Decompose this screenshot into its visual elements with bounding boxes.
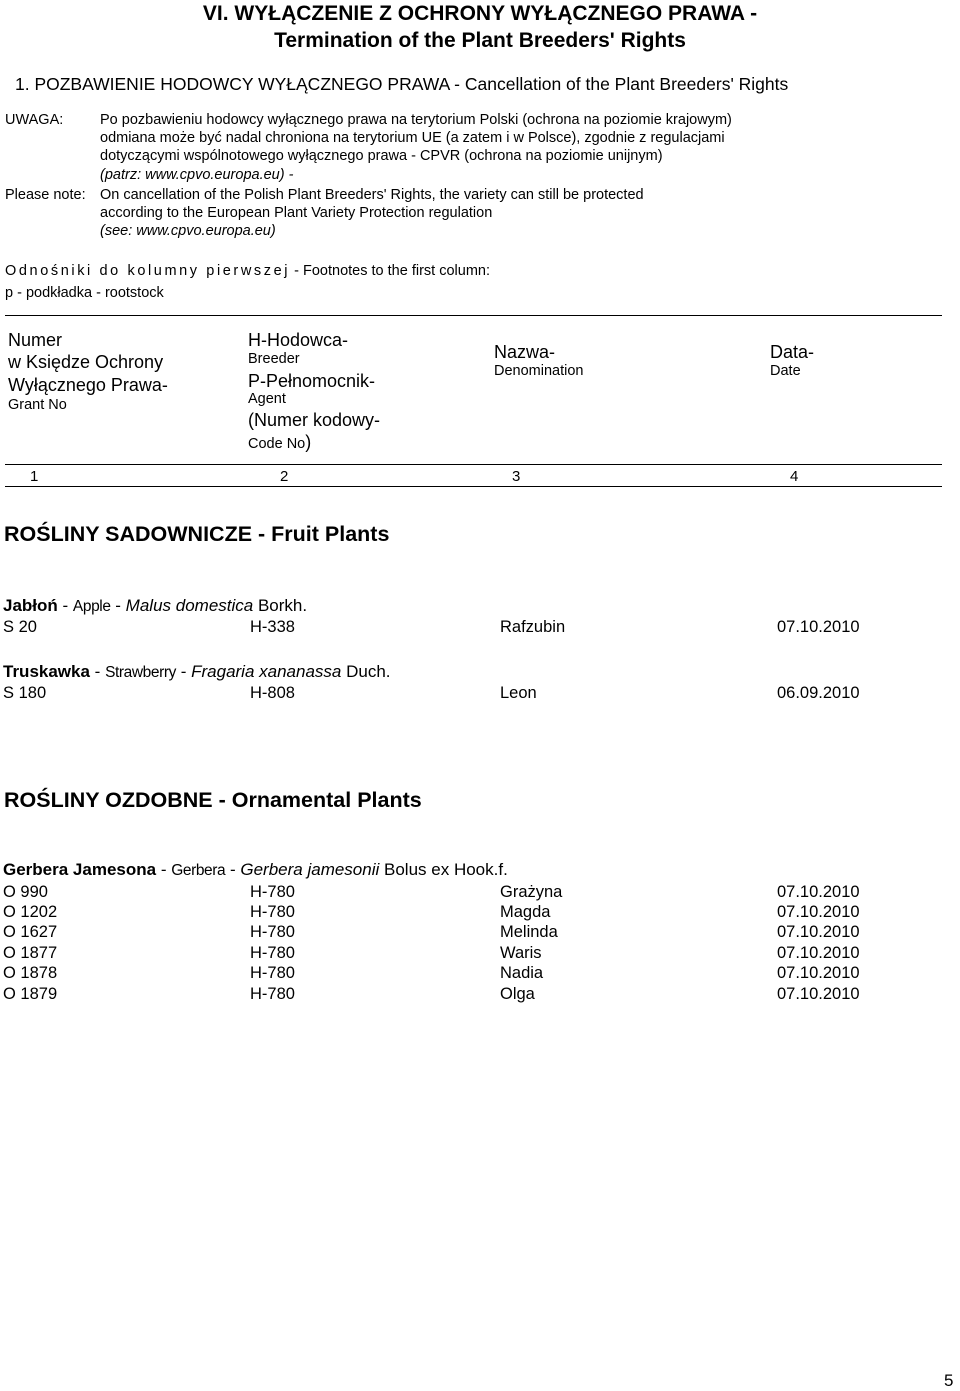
breeder-code: H-780 <box>250 923 295 941</box>
variety-denomination: Nadia <box>500 964 544 982</box>
col2-header-line-3: P-Pełnomocnik- <box>248 371 376 391</box>
footnotes-label-polish: Odnośniki do kolumny pierwszej <box>5 263 291 279</box>
footnotes-label-english: - Footnotes to the first column: <box>290 263 490 279</box>
breeder-code: H-780 <box>250 883 295 901</box>
variety-denomination: Melinda <box>500 923 558 941</box>
section-1-title: 1. POZBAWIENIE HODOWCY WYŁĄCZNEGO PRAWA - Cancellation of the Plant Breeders' Rights <box>15 74 789 94</box>
col2-header-code-no: Code No <box>248 436 306 452</box>
species-english-name: Gerbera <box>171 862 226 879</box>
column-number-3: 3 <box>512 468 521 485</box>
uwaga-label: UWAGA: <box>5 112 64 128</box>
heading-line-2: Termination of the Plant Breeders' Rights <box>274 29 686 52</box>
variety-denomination: Magda <box>500 903 551 921</box>
species-heading-gerbera: Gerbera Jamesona - Gerbera - Gerbera jamesonii Bolus ex Hook.f. <box>3 860 508 879</box>
grant-number: O 990 <box>3 883 48 901</box>
col2-header-close-paren: ) <box>305 432 312 452</box>
section-title-ornamental-plants: ROŚLINY OZDOBNE - Ornamental Plants <box>4 788 422 812</box>
table-header-bottom-rule <box>5 486 942 487</box>
please-note-line-1: On cancellation of the Polish Plant Breeders' Rights, the variety can still be protected <box>100 187 644 203</box>
species-polish-name: Jabłoń <box>3 596 58 615</box>
please-note-label: Please note: <box>5 187 86 203</box>
termination-date: 07.10.2010 <box>777 903 860 921</box>
species-latin-name: Fragaria xananassa <box>191 662 342 681</box>
variety-denomination: Leon <box>500 684 537 702</box>
species-heading-apple: Jabłoń - Apple - Malus domestica Borkh. <box>3 596 308 615</box>
column-number-4: 4 <box>790 468 799 485</box>
termination-date: 07.10.2010 <box>777 944 860 962</box>
table-header-top-rule <box>5 315 942 316</box>
uwaga-reference: (patrz: www.cpvo.europa.eu) - <box>100 167 294 183</box>
col1-header-line-3: Wyłącznego Prawa- <box>8 375 168 395</box>
grant-number: O 1877 <box>3 944 58 962</box>
termination-date: 07.10.2010 <box>777 923 860 941</box>
termination-date: 07.10.2010 <box>777 964 860 982</box>
termination-date: 06.09.2010 <box>777 684 860 702</box>
col2-header-line-4: Agent <box>248 391 286 407</box>
breeder-code: H-808 <box>250 684 295 702</box>
grant-number: S 180 <box>3 684 47 702</box>
heading-line-1: VI. WYŁĄCZENIE Z OCHRONY WYŁĄCZNEGO PRAWA - <box>202 2 758 25</box>
breeder-code: H-780 <box>250 964 295 982</box>
variety-denomination: Grażyna <box>500 883 563 901</box>
table-header-mid-rule <box>5 464 942 465</box>
species-latin-name: Malus domestica <box>125 596 254 615</box>
breeder-code: H-780 <box>250 903 295 921</box>
variety-denomination: Rafzubin <box>500 618 566 636</box>
col4-header-line-2: Date <box>770 363 801 379</box>
col4-header-line-1: Data- <box>770 342 815 362</box>
species-author: Duch. <box>346 662 391 681</box>
col3-header-line-1: Nazwa- <box>494 342 556 362</box>
page-number: 5 <box>944 1371 954 1390</box>
col2-header-line-1: H-Hodowca- <box>248 330 349 350</box>
variety-denomination: Olga <box>500 985 535 1003</box>
please-note-line-2: according to the European Plant Variety Protection regulation <box>100 205 493 221</box>
rootstock-footnote: p - podkładka - rootstock <box>5 285 164 301</box>
breeder-code: H-338 <box>250 618 295 636</box>
termination-date: 07.10.2010 <box>777 883 860 901</box>
breeder-code: H-780 <box>250 944 295 962</box>
col1-header-line-4: Grant No <box>8 397 67 413</box>
column-number-1: 1 <box>30 468 39 485</box>
col1-header-line-2: w Księdze Ochrony <box>8 352 164 372</box>
col2-header-line-6 <box>248 432 311 453</box>
termination-date: 07.10.2010 <box>777 618 860 636</box>
species-author: Bolus ex Hook.f. <box>384 860 508 879</box>
col2-header-line-5: (Numer kodowy- <box>248 410 381 430</box>
species-polish-name: Gerbera Jamesona <box>3 860 157 879</box>
col2-header-line-2: Breeder <box>248 351 300 367</box>
column-number-2: 2 <box>280 468 289 485</box>
please-note-reference: (see: www.cpvo.europa.eu) <box>100 223 276 239</box>
grant-number: O 1878 <box>3 964 58 982</box>
col1-header-line-1: Numer <box>8 330 63 350</box>
species-english-name: Strawberry <box>105 664 176 681</box>
grant-number: O 1879 <box>3 985 58 1003</box>
species-heading-strawberry: Truskawka - Strawberry - Fragaria xananassa Duch. <box>3 662 391 681</box>
grant-number: O 1627 <box>3 923 58 941</box>
grant-number: S 20 <box>3 618 37 636</box>
section-title-fruit-plants: ROŚLINY SADOWNICZE - Fruit Plants <box>4 522 390 546</box>
col3-header-line-2: Denomination <box>494 363 584 379</box>
breeder-code: H-780 <box>250 985 295 1003</box>
variety-denomination: Waris <box>500 944 542 962</box>
uwaga-line-2: odmiana może być nadal chroniona na terytorium UE (a zatem i w Polsce), zgodnie z regulacjami <box>100 130 725 146</box>
species-author: Borkh. <box>257 596 308 615</box>
footnotes-heading <box>5 262 490 281</box>
termination-date: 07.10.2010 <box>777 985 860 1003</box>
uwaga-line-1: Po pozbawieniu hodowcy wyłącznego prawa na terytorium Polski (ochrona na poziomie krajowym) <box>100 112 732 128</box>
species-latin-name: Gerbera jamesonii <box>240 860 380 879</box>
grant-number: O 1202 <box>3 903 58 921</box>
species-polish-name: Truskawka <box>3 662 90 681</box>
uwaga-line-3: dotyczącymi wspólnotowego wyłącznego prawa - CPVR (ochrona na poziomie unijnym) <box>100 148 663 164</box>
species-english-name: Apple <box>72 598 111 615</box>
